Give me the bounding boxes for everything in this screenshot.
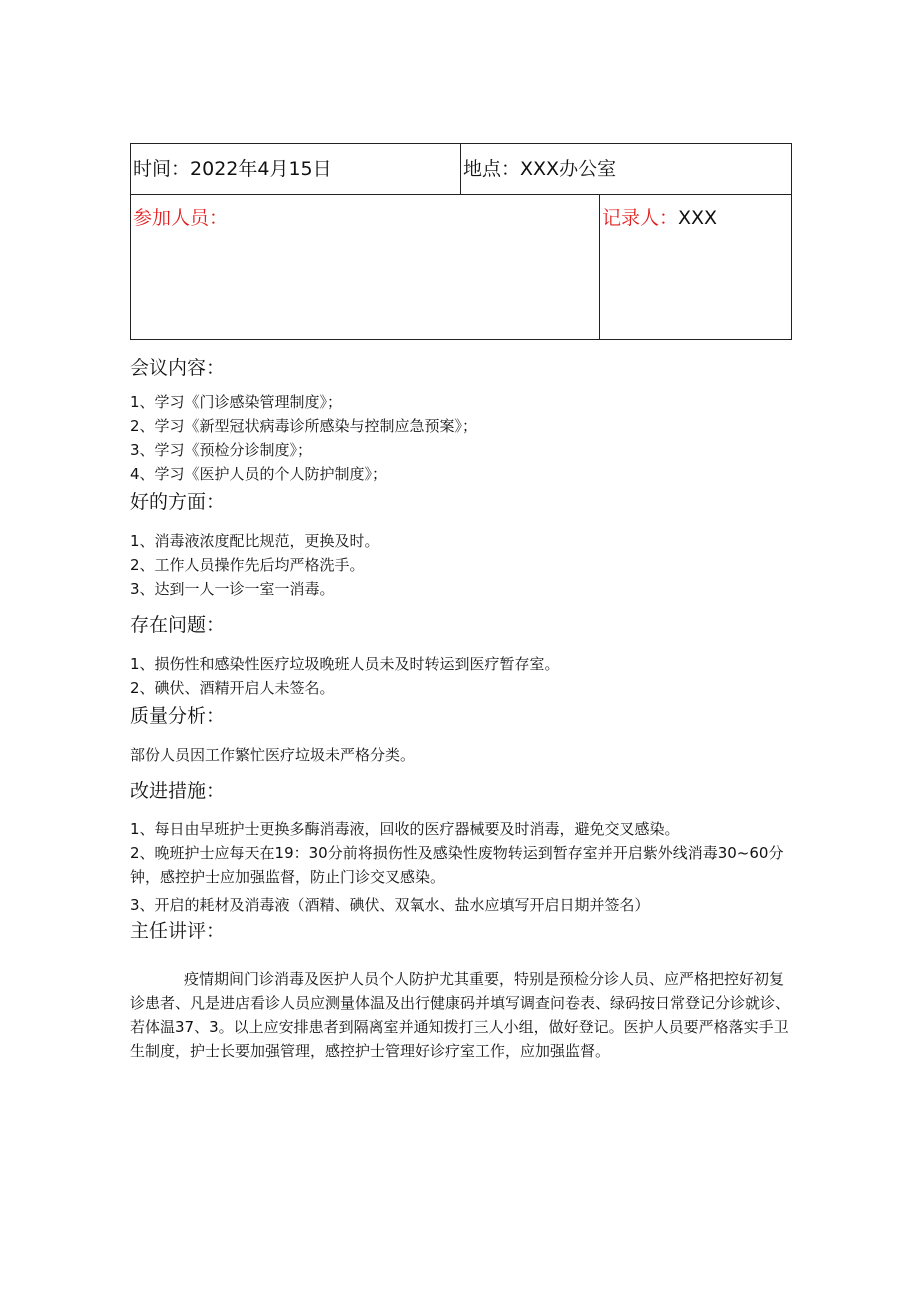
recorder-value: XXX <box>678 207 718 229</box>
list-item: 2、碘伏、酒精开启人未签名。 <box>130 679 335 697</box>
recorder-cell <box>600 195 793 340</box>
list-item: 1、学习《门诊感染管理制度》； <box>130 393 343 411</box>
info-row-participants-recorder <box>131 195 791 340</box>
meeting-info-table <box>130 143 792 340</box>
list-item: 3、达到一人一诊一室一消毒。 <box>130 580 335 598</box>
place-cell <box>461 144 793 194</box>
time-cell <box>131 144 461 194</box>
section-title: 质量分析： <box>130 705 226 727</box>
section-improvements <box>130 767 795 917</box>
recorder-label: 记录人： <box>602 207 679 229</box>
participants-cell <box>131 195 600 340</box>
list-item: 3、学习《预检分诊制度》； <box>130 441 313 459</box>
list-item: 1、损伤性和感染性医疗垃圾晚班人员未及时转运到医疗暂存室。 <box>130 655 560 673</box>
list-item: 1、消毒液浓度配比规范，更换及时。 <box>130 532 380 550</box>
section-title: 会议内容： <box>130 357 226 379</box>
info-row-time-place <box>131 144 791 195</box>
section-title: 改进措施： <box>130 780 226 802</box>
section-quality-analysis <box>130 700 795 767</box>
place-value: XXX办公室 <box>520 158 617 180</box>
section-title: 存在问题： <box>130 614 226 636</box>
participants-label: 参加人员： <box>133 207 229 229</box>
time-label: 时间： <box>133 158 191 180</box>
section-director-comment <box>130 917 795 1063</box>
director-comment-text: 疫情期间门诊消毒及医护人员个人防护尤其重要，特别是预检分诊人员、应严格把控好初复诊患者、凡是进店看诊人员应测量体温及出行健康码并填写调查问卷表、绿码按日常登记分诊就诊、若体温37、3。以上应安排患者到隔离室并通知拨打三人小组，做好登记。医护人员要严格落实手卫生制度，护士长要加强管理，感控护士管理好诊疗室工作，应加强监督。 <box>130 970 791 1060</box>
list-item: 2、工作人员操作先后均严格洗手。 <box>130 556 365 574</box>
analysis-text: 部份人员因工作繁忙医疗垃圾未严格分类。 <box>130 746 416 764</box>
section-good-aspects <box>130 486 795 601</box>
section-title: 主任讲评： <box>130 920 226 942</box>
time-value: 2022年4月15日 <box>190 158 332 180</box>
meeting-content-body <box>130 356 795 1063</box>
list-item: 4、学习《医护人员的个人防护制度》； <box>130 465 388 483</box>
section-title: 好的方面： <box>130 491 226 513</box>
list-item: 3、开启的耗材及消毒液（酒精、碘伏、双氧水、盐水应填写开启日期并签名） <box>130 896 650 914</box>
list-item: 2、晚班护士应每天在19：30分前将损伤性及感染性废物转运到暂存室并开启紫外线消毒30~60分钟，感控护士应加强监督，防止门诊交叉感染。 <box>130 844 784 886</box>
section-meeting-content <box>130 356 795 486</box>
list-item: 2、学习《新型冠状病毒诊所感染与控制应急预案》； <box>130 417 478 435</box>
list-item: 1、每日由早班护士更换多酶消毒液，回收的医疗器械要及时消毒，避免交叉感染。 <box>130 820 680 838</box>
section-issues <box>130 601 795 700</box>
place-label: 地点： <box>463 158 521 180</box>
